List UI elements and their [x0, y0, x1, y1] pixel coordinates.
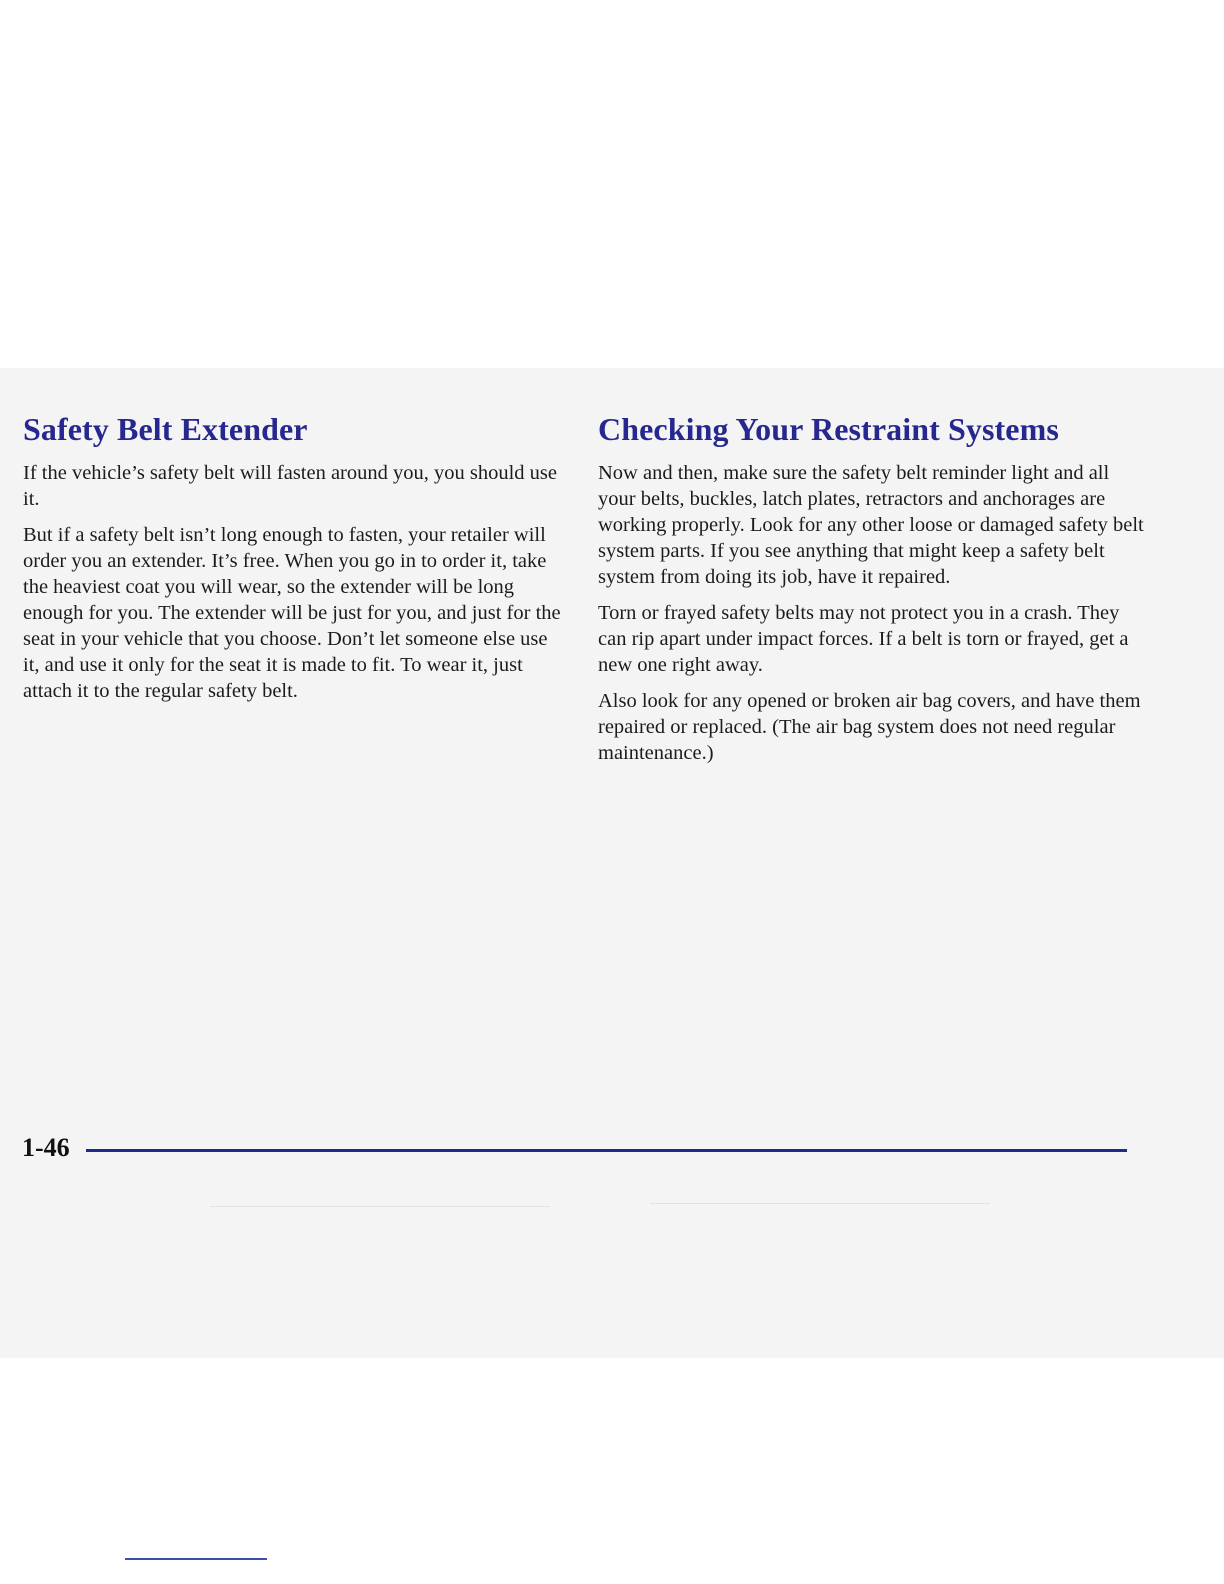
extender-paragraph-2: But if a safety belt isn’t long enough to fasten, your retailer will order you an extender. It’s free. When you go in to order it, take the heaviest coat you will wear, so the extender will be long enough for you. The extender will be just for you, and just for the seat in your vehicle that you choose. Don’t let someone else use it, and use it only for the seat it is made to fit. To wear it, just attach it to the regular safety belt.	[23, 524, 561, 702]
right-column	[598, 407, 1146, 776]
footer-divider	[86, 1149, 1127, 1152]
scan-artifact-line	[650, 1203, 990, 1204]
restraint-paragraph-3: Also look for any opened or broken air bag covers, and have them repaired or replaced. (The air bag system does not need regular maintenance.)	[598, 690, 1141, 764]
extender-paragraph-1: If the vehicle’s safety belt will fasten around you, you should use it.	[23, 462, 558, 510]
bottom-accent-line	[125, 1558, 267, 1560]
page-number: 1-46	[22, 1133, 70, 1162]
scan-artifact-line	[210, 1206, 550, 1207]
restraint-paragraph-1: Now and then, make sure the safety belt reminder light and all your belts, buckles, latch plates, retractors and anchorages are working properly. Look for any other loose or damaged safety belt system parts. If you see anything that might keep a safety belt system from doing its job, have it repaired.	[598, 462, 1144, 588]
checking-restraint-systems-heading: Checking Your Restraint Systems	[598, 411, 1059, 447]
safety-belt-extender-heading: Safety Belt Extender	[23, 411, 308, 447]
restraint-paragraph-2: Torn or frayed safety belts may not protect you in a crash. They can rip apart under impact forces. If a belt is torn or frayed, get a new one right away.	[598, 602, 1129, 676]
left-column	[23, 407, 563, 714]
